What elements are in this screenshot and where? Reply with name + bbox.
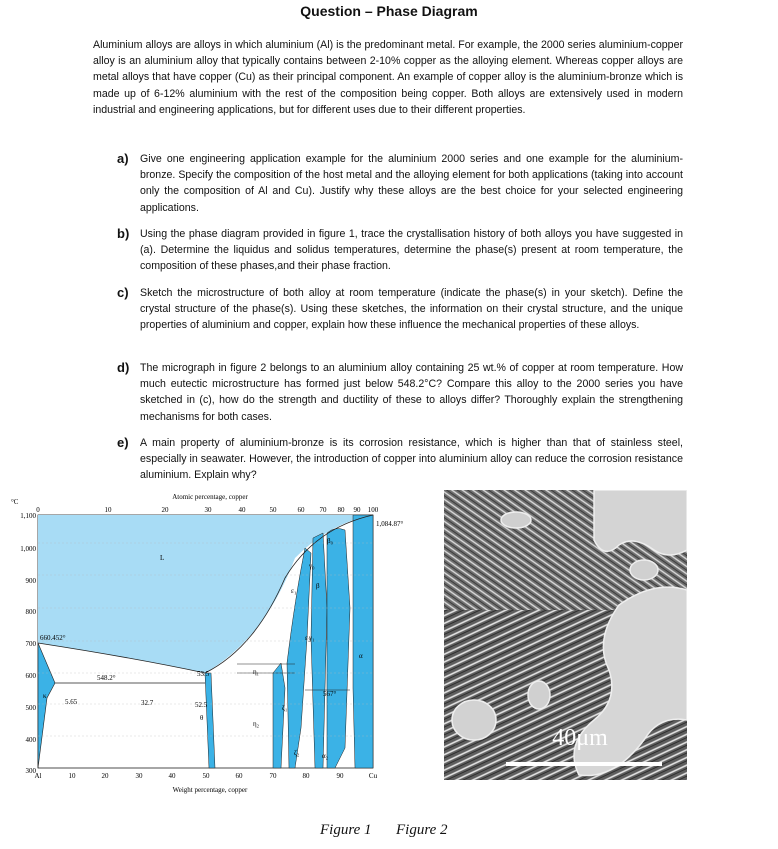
bottom-tick: 80 <box>302 772 310 780</box>
y-tick: 400 <box>25 736 36 744</box>
beta0-label: β₀ <box>327 537 334 545</box>
top-axis-title: Atomic percentage, copper <box>172 493 248 501</box>
bottom-tick: 20 <box>101 772 109 780</box>
page-title: Question – Phase Diagram <box>300 3 478 19</box>
comp-327-label: 32.7 <box>141 699 154 707</box>
y-tick: 500 <box>25 704 36 712</box>
bottom-axis-title: Weight percentage, copper <box>172 786 248 794</box>
eta2-label: η₂ <box>253 720 260 728</box>
top-tick: 80 <box>337 506 345 514</box>
top-tick: 100 <box>367 506 379 514</box>
question-b <box>117 226 683 275</box>
alpha-label: α <box>359 652 363 660</box>
primary-phase-region <box>528 681 550 709</box>
comp-535-label: 53.5 <box>197 670 210 678</box>
top-tick: 30 <box>204 506 212 514</box>
question-text: Using the phase diagram provided in figure 1, trace the crystallisation history of both alloys you have suggested in (a). Determine the liquidus and solidus temperatures, determine the phase(s) present at room temperature, the composition of these phases,and their phase fraction. <box>140 228 683 273</box>
zeta1-label: ζ₁ <box>282 704 288 712</box>
y-tick: 900 <box>25 577 36 585</box>
gamma1-label: γ₁ <box>309 634 315 642</box>
scale-bar <box>506 762 662 766</box>
y-tick: 1,100 <box>20 512 36 520</box>
question-e <box>117 435 683 484</box>
figure2-caption: Figure 2 <box>396 822 448 838</box>
bottom-tick: Cu <box>368 772 378 780</box>
y-tick: 1,000 <box>20 545 36 553</box>
question-label: d) <box>117 360 130 375</box>
alpha2-label: α₂ <box>322 752 329 760</box>
question-text: Give one engineering application example for the aluminium 2000 series and one example for the aluminium-bronze. Specify the composition of the host metal and the alloying element for both applications (taking into account only the composition of Al and Cu). Justify why these alloys are the best choice for your selected engineering applications. <box>140 153 683 214</box>
zeta2-label: ζ₂ <box>294 749 300 757</box>
bottom-tick: 40 <box>168 772 176 780</box>
eutectic-temp-label: 548.2° <box>97 674 116 682</box>
y-tick: 600 <box>25 672 36 680</box>
top-tick: 90 <box>353 506 361 514</box>
alpha-region <box>353 515 373 768</box>
comp-525-label: 52.5 <box>195 701 208 709</box>
y-tick: 800 <box>25 608 36 616</box>
question-c <box>117 285 683 334</box>
scale-bar-label: 40μm <box>552 725 608 751</box>
intro-paragraph: Aluminium alloys are alloys in which aluminium (Al) is the predominant metal. For example, the 2000 series aluminium-copper alloy is an aluminium alloy that typically contains between 2-10% copper as the alloying element. Whereas copper alloys are metal alloys that have copper (Cu) as their principal component. An example of copper alloy is the aluminium-bronze which is made up of 6-12% aluminium with the rest of the composition being copper. Both alloys are extensively used in modern industrial and engineering applications, but for different uses due to their different properties. <box>93 39 683 116</box>
bottom-tick: 30 <box>135 772 143 780</box>
top-tick: 10 <box>104 506 112 514</box>
temp-unit: °C <box>11 498 19 506</box>
primary-phase-region <box>452 700 496 740</box>
question-label: e) <box>117 435 129 450</box>
y-tick: 300 <box>25 767 36 775</box>
top-tick: 70 <box>319 506 327 514</box>
top-tick: 60 <box>297 506 305 514</box>
bottom-tick: 10 <box>68 772 76 780</box>
gamma0-label: γ₀ <box>309 562 315 570</box>
top-tick: 40 <box>238 506 246 514</box>
kappa-label: κ <box>43 692 47 700</box>
beta-label: β <box>316 582 320 590</box>
cu-melt-label: 1,084.87° <box>376 520 404 528</box>
question-label: a) <box>117 151 129 166</box>
liquid-label: L <box>160 554 165 562</box>
bottom-tick: Al <box>34 772 42 780</box>
question-a <box>117 151 683 216</box>
question-text: A main property of aluminium-bronze is its corrosion resistance, which is higher than that of stainless steel, especially in seawater. However, the introduction of copper into aluminium alloy can reduce the corrosion resistance aluminium. Explain why? <box>140 437 683 482</box>
primary-phase-region <box>630 560 658 580</box>
bottom-tick: 90 <box>336 772 344 780</box>
primary-phase-region <box>501 512 531 528</box>
phase-diagram-figure <box>5 488 430 798</box>
y-tick: 700 <box>25 640 36 648</box>
epsilon2-label: ε₂ <box>305 634 311 642</box>
question-label: c) <box>117 285 129 300</box>
eta1-label: η₁ <box>253 668 260 676</box>
top-tick: 50 <box>269 506 277 514</box>
theta-label: θ <box>200 714 204 722</box>
question-text: Sketch the microstructure of both alloy at room temperature (indicate the phase(s) in your sketch). Define the crystal structure of the phase(s). Using these sketches, the information on their crystal structure, and the unique properties of aluminium and copper, explain how these influence the mechanical properties of these alloys. <box>140 287 683 332</box>
bottom-tick: 50 <box>202 772 210 780</box>
epsilon1-label: ε₁ <box>291 587 297 595</box>
top-tick: 0 <box>36 506 40 514</box>
question-d <box>117 360 683 425</box>
temp-567-label: 567° <box>323 690 337 698</box>
top-tick: 20 <box>161 506 169 514</box>
question-label: b) <box>117 226 130 241</box>
micrograph-figure <box>444 490 687 780</box>
bottom-tick: 60 <box>235 772 243 780</box>
comp-565-label: 5.65 <box>65 698 78 706</box>
figure1-caption: Figure 1 <box>320 822 372 838</box>
al-melt-label: 660.452° <box>40 634 66 642</box>
bottom-tick: 70 <box>269 772 277 780</box>
question-text: The micrograph in figure 2 belongs to an aluminium alloy containing 25 wt.% of copper at room temperature. How much eutectic microstructure has formed just below 548.2°C? Compare this alloy to the 2000 series you have sketched in (c), how do the strength and ductility of these to alloys differ? Thoroughly explain the strengthening mechanisms for both cases. <box>140 362 683 423</box>
